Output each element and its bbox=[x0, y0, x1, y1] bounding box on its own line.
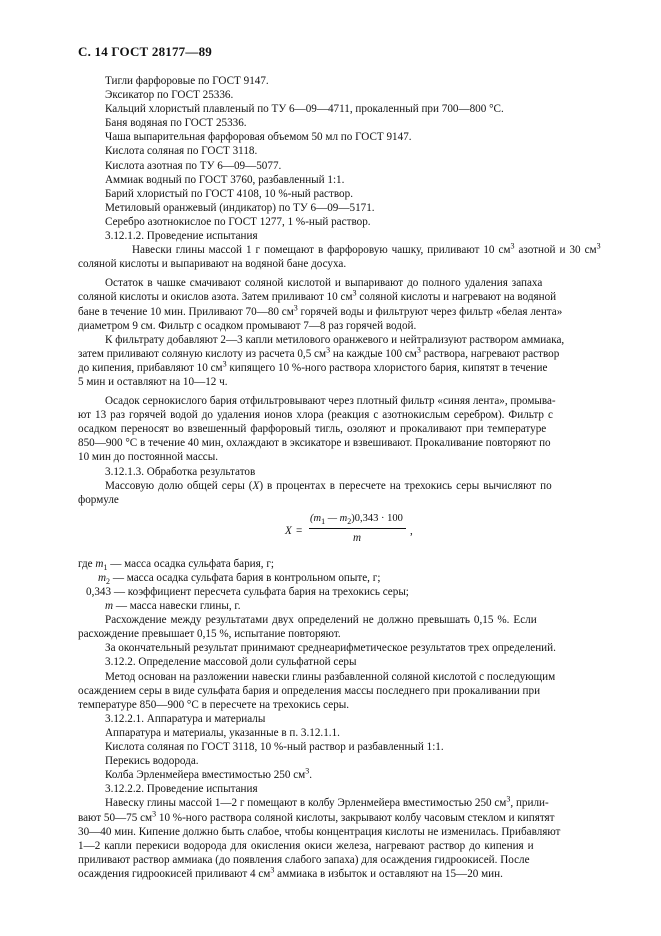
paragraph: Массовую долю общей серы (X) в процентах в пересчете на трехокись серы вычисляют по формуле bbox=[78, 479, 552, 506]
list-item: Метиловый оранжевый (индикатор) по ТУ 6—09—5171. bbox=[105, 201, 375, 214]
section-heading: 3.12.2.2. Проведение испытания bbox=[105, 783, 258, 796]
paragraph: Навеску глины массой 1—2 г помещают в колбу Эрленмейера вместимостью 250 $см^3$, прили- вают 50—75 $см^3$ 10 %-ного раствора соляной кислоты, закрывают колбу часовым стеклом и кипятят 30—40 мин. Кипение должно быть слабое, чтобы концентрация кислоты не изменилась. Прибавляют 1—2 капли перекиси водорода для окисления окиси железа, нагревают раствор до кипения и приливают раствор аммиака (до появления слабого запаха) для осаждения гидроокисей. После осаждения гидроокисей приливают 4 $см^3$ аммиака в избыток и оставляют на 15—20 мин. bbox=[78, 794, 561, 880]
list-item: Кислота соляная по ГОСТ 3118. bbox=[105, 145, 258, 158]
section-heading: 3.12.1.2. Проведение испытания bbox=[105, 230, 258, 243]
formula-numerator: ($m_1$ — $m_2)0,343 \cdot 100$ bbox=[310, 512, 403, 526]
formula-lhs: X bbox=[285, 524, 292, 537]
paragraph: Метод основан на разложении навески глины разбавленной соляной кислотой с последующим осаждением серы в виде сульфата бария и определения массы последнего при прокаливании при температуре 850—900 °С в пересчете на трехокись серы. bbox=[78, 670, 556, 711]
paragraph: Навески глины массой 1 г помещают в фарфоровую чашку, приливают 10 $см^3$ азотной и 30 $см^3$ соляной кислоты и выпаривают на водяной бане досуха. bbox=[78, 241, 601, 271]
page-body bbox=[78, 74, 615, 881]
list-item: m — масса навески глины, г. bbox=[105, 600, 241, 613]
paragraph: К фильтрату добавляют 2—3 капли метилового оранжевого и нейтрализуют раствором аммиака, затем приливают соляную кислоту из расчета 0,5 $см^3$ на каждые 100 $см^3$ раствора, нагревают раствор до кипения, прибавляют 10 $см^3$ кипящего 10 %-ного раствора хлористого бария, кипятят в течение 5 мин и оставляют на 10—12 ч. bbox=[78, 333, 565, 388]
list-item: Барий хлористый по ГОСТ 4108, 10 %-ный раствор. bbox=[105, 187, 353, 200]
paragraph: За окончательный результат принимают среднеарифметическое результатов трех определений. bbox=[105, 642, 556, 655]
list-item: Эксикатор по ГОСТ 25336. bbox=[105, 89, 234, 102]
formula-denominator: m bbox=[353, 531, 362, 544]
list-item: Кальций хлористый плавленый по ТУ 6—09—4711, прокаленный при 700—800 °С. bbox=[105, 103, 504, 116]
list-item: Тигли фарфоровые по ГОСТ 9147. bbox=[105, 75, 269, 87]
variable-definitions bbox=[78, 557, 615, 613]
list-item: Кислота соляная по ГОСТ 3118, 10 %-ный раствор и разбавленный 1:1. bbox=[105, 741, 444, 754]
list-item: Колба Эрленмейера вместимостью 250 $см^3$. bbox=[105, 766, 313, 782]
list-item: Баня водяная по ГОСТ 25336. bbox=[105, 117, 247, 130]
section-heading: 3.12.1.3. Обработка результатов bbox=[105, 465, 256, 478]
page-header: С. 14 ГОСТ 28177—89 bbox=[78, 44, 212, 59]
list-item: Чаша выпарительная фарфоровая объемом 50 мл по ГОСТ 9147. bbox=[105, 131, 412, 144]
fraction-bar bbox=[309, 528, 406, 529]
section-heading: 3.12.2. Определение массовой доли сульфатной серы bbox=[105, 656, 357, 669]
paragraph: Расхождение между результатами двух определений не должно превышать 0,15 %. Если расхождение превышает 0,15 %, испытание повторяют. bbox=[78, 614, 537, 641]
formula-equals: = bbox=[296, 524, 303, 537]
list-item: $m_2$ — масса осадка сульфата бария в контрольном опыте, г; bbox=[98, 571, 381, 587]
paragraph: Остаток в чашке смачивают соляной кислотой и выпаривают до полного удаления запаха соляной кислоты и окислов азота. Затем приливают 10 $см^3$ соляной кислоты и нагревают на водяной бане в течение 10 мин. Приливают 70—80 $см^3$ горячей воды и фильтруют через фильтр «белая лента» диаметром 9 см. Фильтр с осадком промывают 7—8 раз горячей водой. bbox=[78, 277, 563, 332]
list-item: Кислота азотная по ТУ 6—09—5077. bbox=[105, 159, 282, 172]
materials-list bbox=[78, 726, 615, 782]
section-heading: 3.12.2.1. Аппаратура и материалы bbox=[105, 712, 266, 725]
list-item: Серебро азотнокислое по ГОСТ 1277, 1 %-ный раствор. bbox=[105, 215, 371, 228]
list-item: Аппаратура и материалы, указанные в п. 3.12.1.1. bbox=[105, 726, 340, 739]
materials-list bbox=[78, 74, 615, 229]
list-item: Аммиак водный по ГОСТ 3760, разбавленный 1:1. bbox=[105, 173, 345, 186]
list-item: где $m_1$ — масса осадка сульфата бария, г; bbox=[78, 557, 275, 573]
list-item: 0,343 — коэффициент пересчета сульфата бария на трехокись серы; bbox=[86, 586, 409, 598]
list-item: Перекись водорода. bbox=[105, 755, 199, 768]
paragraph: Осадок сернокислого бария отфильтровывают через плотный фильтр «синяя лента», промыва- ют 13 раз горячей водой до удаления ионов хлора (реакция с азотнокислым серебром). Фильтр с осадком переносят во взвешенный фарфоровый тигль, озоляют и прокаливают при температуре 850—900 °С в течение 40 мин, охлаждают в эксикаторе и взвешивают. Прокаливание повторяют по 10 мин до постоянной массы. bbox=[78, 395, 556, 464]
formula: X = ($m_1$ — $m_2)0,343 \cdot 100$ m , bbox=[285, 512, 413, 544]
